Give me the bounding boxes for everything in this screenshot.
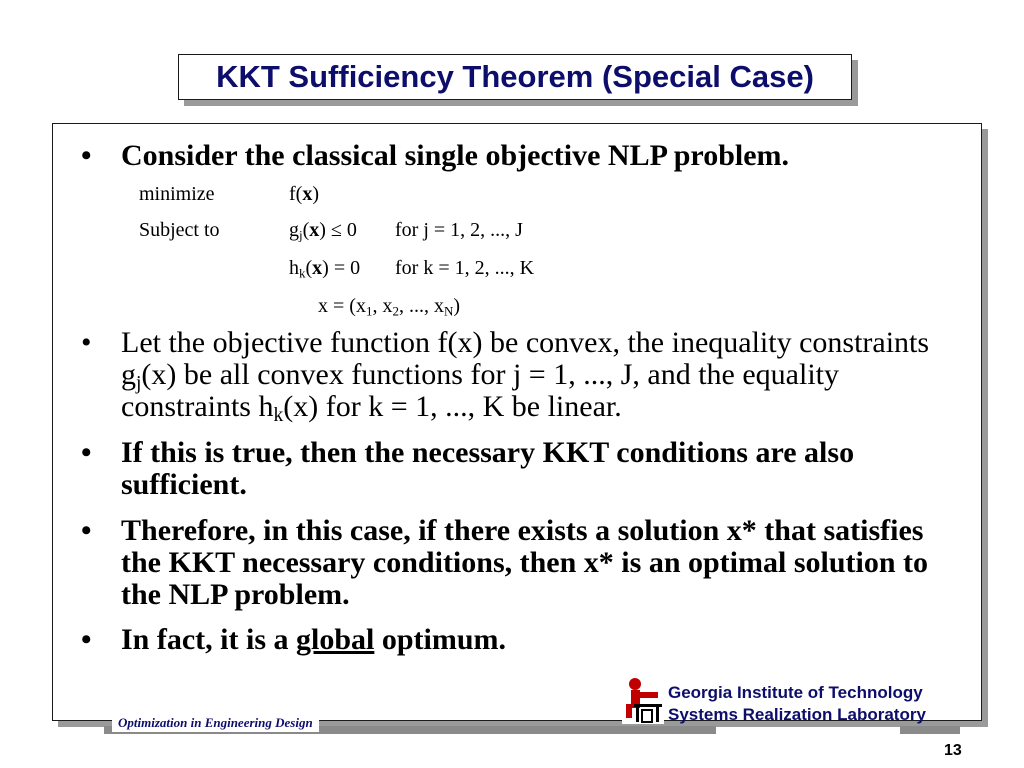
bullet-5 <box>81 624 961 656</box>
ineq-sub: j <box>299 227 303 243</box>
ineq-rel: ) ≤ 0 <box>319 219 357 241</box>
bullet-1-text: Consider the classical single objective NLP problem. <box>121 139 790 172</box>
objective <box>289 182 319 206</box>
bullet-2-mid: (x) be all convex functions for j = 1, ..., J, and the equality constraints h <box>121 358 839 423</box>
bullet-dot: • <box>81 436 92 469</box>
vec-s1: 1 <box>365 303 373 319</box>
ineq-g: g <box>289 219 299 241</box>
vec-lhs: x = (x <box>318 295 366 317</box>
equality-range: for k = 1, 2, ..., K <box>395 257 535 279</box>
bullet-1 <box>81 140 961 172</box>
inequality-constraint <box>289 218 357 242</box>
eq-rel: ) = 0 <box>322 257 361 279</box>
bullet-dot: • <box>81 139 92 172</box>
bullet-dot: • <box>81 326 92 359</box>
global-underlined: global <box>296 623 375 656</box>
ineq-open: ( <box>302 219 310 241</box>
eq-x: x <box>312 257 323 279</box>
footer-course-label: Optimization in Engineering Design <box>112 714 319 732</box>
institution-line-2: Systems Realization Laboratory <box>668 705 926 724</box>
vec-s2: 2 <box>392 303 399 319</box>
page-number: 13 <box>944 742 962 759</box>
bullet-3 <box>81 437 961 501</box>
institution-line-1: Georgia Institute of Technology <box>668 683 923 702</box>
vec-c1: , x <box>372 295 393 317</box>
bullet-dot: • <box>81 514 92 547</box>
bullet-4-text: Therefore, in this case, if there exists a solution x* that satisfies the KKT necessary conditions, then x* is an optimal solution to the NLP problem. <box>121 514 929 611</box>
objective-close: ) <box>312 183 319 205</box>
bullet-3-text: If this is true, then the necessary KKT conditions are also sufficient. <box>121 436 855 501</box>
ineq-x: x <box>309 219 320 241</box>
minimize-label: minimize <box>139 183 215 205</box>
bullet-2-text <box>121 326 961 426</box>
bullet-2-sub-k: k <box>273 404 284 426</box>
equality-constraint <box>289 256 360 280</box>
bullet-5-text <box>121 624 961 656</box>
bullet-5-post: optimum. <box>374 623 507 656</box>
subject-to-label: Subject to <box>139 219 220 241</box>
bullet-2-sub-j: j <box>136 372 142 394</box>
inequality-range: for j = 1, 2, ..., J <box>395 219 523 241</box>
variable-vector <box>318 294 460 318</box>
vec-c2: , ..., x <box>398 295 444 317</box>
vec-s3: N <box>443 303 454 319</box>
objective-x: x <box>302 183 313 205</box>
bullet-5-pre: In fact, it is a <box>121 623 296 656</box>
eq-open: ( <box>305 257 313 279</box>
gt-srl-logo-icon <box>622 674 664 724</box>
bullet-2-pre: Let the objective function f(x) be convex, the inequality constraints g <box>121 326 930 391</box>
footer-right-bar <box>900 726 960 734</box>
bullet-2-post: (x) for k = 1, ..., K be linear. <box>283 390 622 423</box>
title-box <box>178 54 852 100</box>
content-box <box>52 123 982 721</box>
bullet-2 <box>81 326 961 426</box>
institution-block <box>668 682 926 726</box>
vec-close: ) <box>453 295 461 317</box>
eq-sub: k <box>299 265 306 281</box>
slide-title: KKT Sufficiency Theorem (Special Case) <box>216 59 814 94</box>
bullet-4 <box>81 515 961 611</box>
bullet-dot: • <box>81 623 92 656</box>
eq-h: h <box>289 257 299 279</box>
objective-f: f( <box>289 183 303 205</box>
